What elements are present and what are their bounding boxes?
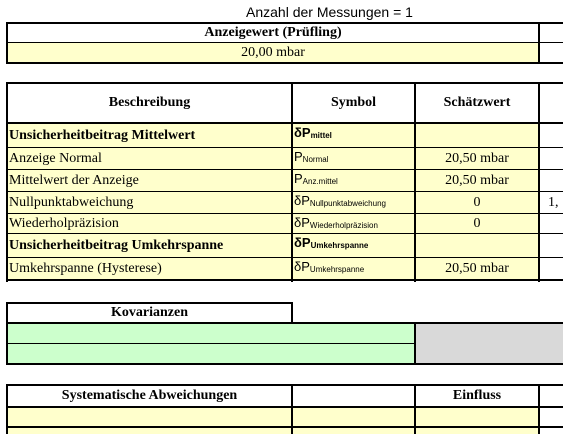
symbol-main: δP [294, 125, 311, 140]
row-mean-contribution-symbol[interactable] [293, 124, 414, 147]
symbol-subscript: Umkehrspanne [309, 265, 365, 274]
column-header-description: Beschreibung [108, 95, 191, 110]
row-hysteresis-contribution-description[interactable]: Unsicherheitbeitrag Umkehrspanne [8, 234, 291, 257]
covariance-row-1[interactable] [8, 324, 414, 343]
row-hysteresis-contribution-estimate[interactable] [416, 234, 538, 257]
row-mean-display-symbol[interactable] [293, 170, 414, 191]
symbol-main: δP [294, 215, 310, 230]
row-hysteresis-contribution-symbol[interactable] [293, 234, 414, 257]
systematic-row-desc[interactable] [8, 408, 291, 426]
symbol-subscript: Nullpunktabweichung [309, 199, 386, 208]
row-normal-display-symbol[interactable] [293, 148, 414, 169]
symbol-subscript: mittel [310, 131, 332, 140]
symbol-main: δP [294, 193, 310, 208]
row-normal-display-description[interactable]: Anzeige Normal [8, 148, 291, 169]
row-zero-offset-estimate[interactable]: 0 [416, 192, 538, 213]
row-hysteresis-range-estimate[interactable]: 20,50 mbar [416, 258, 538, 279]
row-zero-offset-description[interactable]: Nullpunktabweichung [8, 192, 291, 213]
covariance-header: Kovarianzen [111, 305, 188, 320]
symbol-main: δP [294, 235, 311, 250]
covariance-row-2[interactable] [8, 344, 414, 363]
systematic-row-influence[interactable] [416, 408, 538, 426]
symbol-subscript: Umkehrspanne [310, 241, 369, 250]
symbol-subscript: Anz.mittel [302, 177, 338, 186]
symbol-main: P [294, 149, 303, 164]
column-header-estimate: Schätzwert [443, 95, 511, 110]
systematic-row-symbol[interactable] [293, 408, 414, 426]
covariance-disabled-area [416, 324, 563, 363]
systematic-row2-desc[interactable] [8, 428, 291, 434]
systematic-row2-influence[interactable] [416, 428, 538, 434]
row-zero-offset-symbol[interactable] [293, 192, 414, 213]
row-repeatability-description[interactable]: Wiederholpräzision [8, 214, 291, 233]
column-header-symbol: Symbol [330, 95, 377, 110]
symbol-subscript: Normal [302, 155, 329, 164]
row-repeatability-estimate[interactable]: 0 [416, 214, 538, 233]
symbol-subscript: Wiederholpräzision [309, 221, 378, 230]
row-normal-display-estimate[interactable]: 20,50 mbar [416, 148, 538, 169]
display-value-cell[interactable]: 20,00 mbar [8, 43, 538, 62]
row-zero-offset-next-column: 1, [548, 194, 559, 210]
systematic-row2-symbol[interactable] [293, 428, 414, 434]
symbol-main: P [294, 171, 303, 186]
row-mean-display-description[interactable]: Mittelwert der Anzeige [8, 170, 291, 191]
systematic-header: Systematische Abweichungen [61, 388, 238, 403]
row-mean-contribution-estimate[interactable] [416, 124, 538, 147]
row-mean-contribution-description[interactable]: Unsicherheitbeitrag Mittelwert [8, 124, 291, 147]
row-hysteresis-range-symbol[interactable] [293, 258, 414, 279]
symbol-main: δP [294, 259, 310, 274]
influence-header: Einfluss [452, 388, 502, 403]
row-repeatability-symbol[interactable] [293, 214, 414, 233]
display-value-header: Anzeigewert (Prüfling) [204, 24, 342, 40]
row-hysteresis-range-description[interactable]: Umkehrspanne (Hysterese) [8, 258, 291, 279]
row-mean-display-estimate[interactable]: 20,50 mbar [416, 170, 538, 191]
measurement-count-label: Anzahl der Messungen = 1 [246, 4, 413, 20]
